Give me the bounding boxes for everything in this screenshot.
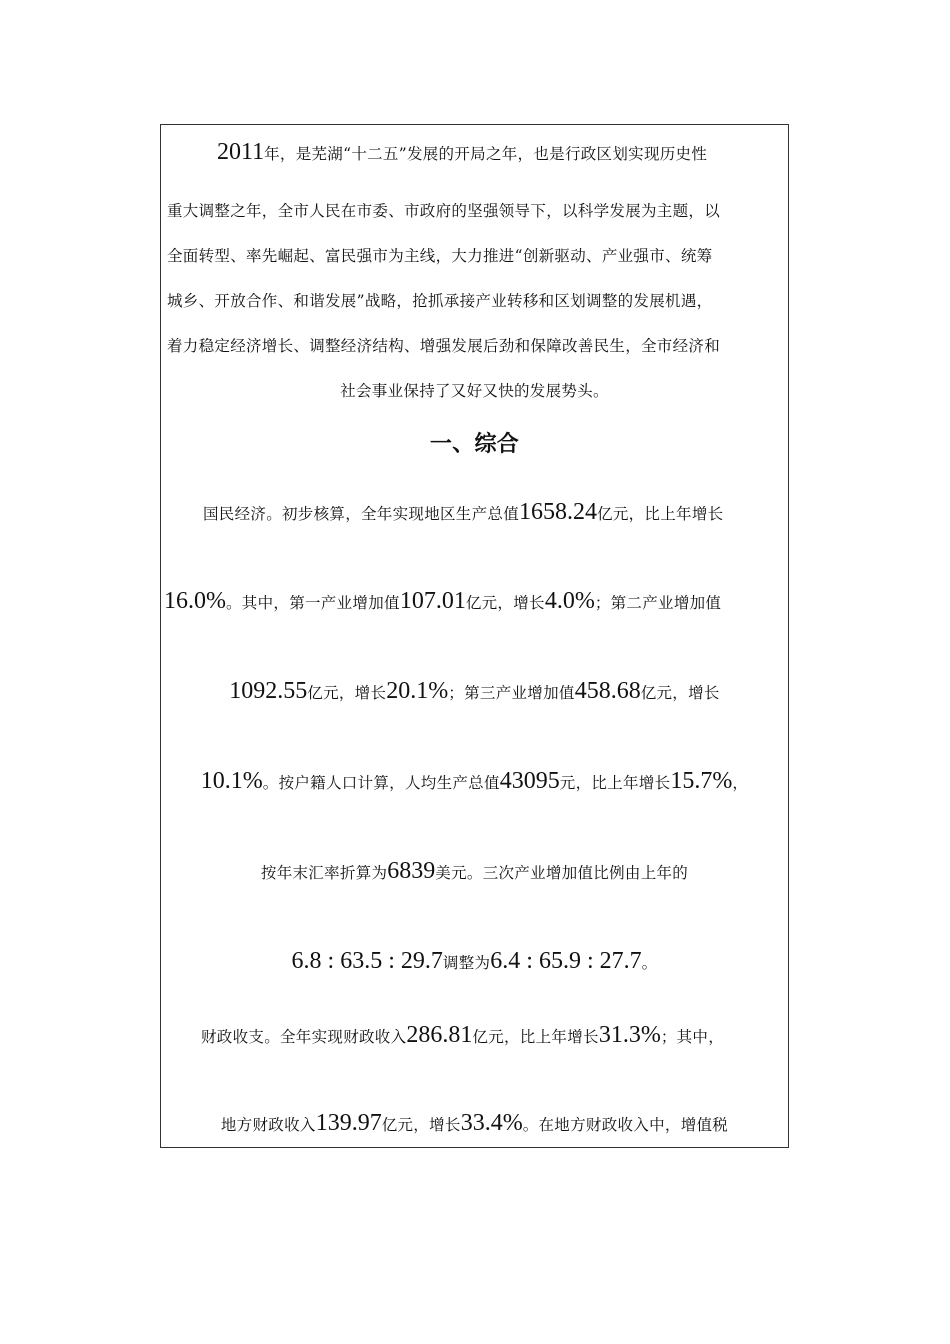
intro-line-1: 2011年，是芜湖“十二五”发展的开局之年，也是行政区划实现历史性	[217, 139, 708, 165]
finance-line-1: 财政收支。全年实现财政收入286.81亿元，比上年增长31.3%；其中，	[201, 1022, 725, 1048]
economy-line-6: 6.8 : 63.5 : 29.7调整为6.4 : 65.9 : 27.7。	[291, 948, 658, 974]
intro-year: 2011	[217, 139, 265, 165]
intro-line-6: 社会事业保持了又好又快的发展势头。	[340, 382, 609, 400]
intro-line-3: 全面转型、率先崛起、富民强市为主线，大力推进“创新驱动、产业强市、统筹	[167, 247, 713, 265]
economy-line-5: 按年末汇率折算为6839美元。三次产业增加值比例由上年的	[260, 858, 689, 884]
intro-line-2: 重大调整之年，全市人民在市委、市政府的坚强领导下，以科学发展为主题，以	[167, 202, 721, 220]
finance-line-2: 地方财政收入139.97亿元，增长33.4%。在地方财政收入中，增值税	[220, 1110, 729, 1136]
intro-line-4: 城乡、开放合作、和谐发展”战略，抢抓承接产业转移和区划调整的发展机遇，	[167, 292, 713, 310]
document-frame	[160, 124, 789, 1148]
section-heading: 一、综合	[429, 432, 520, 457]
intro-line-5: 着力稳定经济增长、调整经济结构、增强发展后劲和保障改善民生，全市经济和	[167, 337, 721, 355]
economy-line-2: 16.0%。其中，第一产业增加值107.01亿元，增长4.0%；第二产业增加值	[164, 588, 722, 614]
economy-line-4: 10.1%。按户籍人口计算，人均生产总值43095元，比上年增长15.7%，	[200, 768, 749, 794]
economy-line-3: 1092.55亿元，增长20.1%；第三产业增加值458.68亿元，增长	[229, 678, 720, 704]
economy-line-1: 国民经济。初步核算，全年实现地区生产总值1658.24亿元，比上年增长	[203, 499, 724, 525]
